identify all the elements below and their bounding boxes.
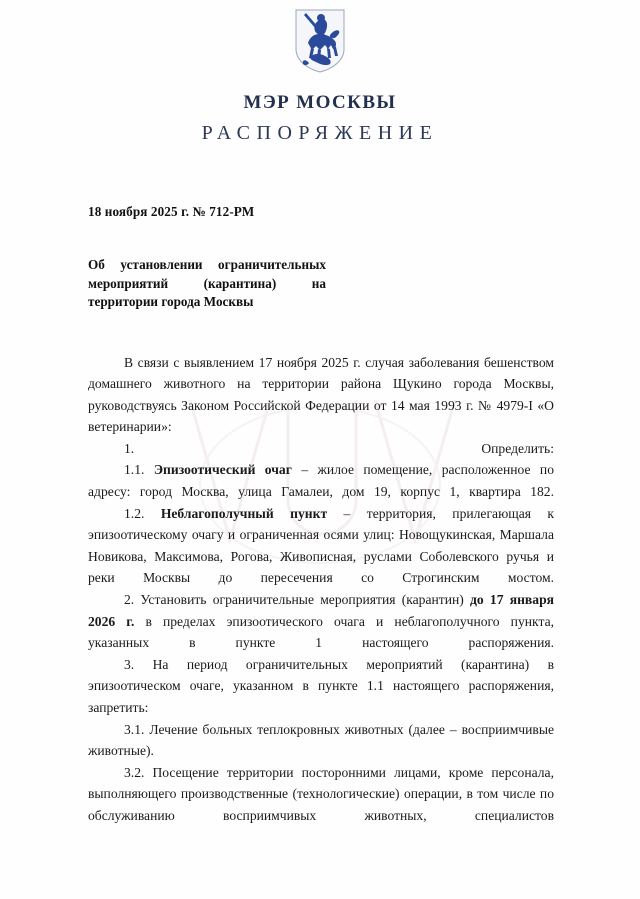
moscow-coat-of-arms-icon — [294, 9, 346, 73]
organization-title: МЭР МОСКВЫ — [243, 92, 397, 113]
paragraph-item-2 — [88, 589, 554, 654]
paragraph-item-1-1-run-1: Эпизоотический очаг — [153, 462, 292, 478]
paragraph-item-2-run-2: в пределах эпизоотического очага и неблагополучного пункта, указанных в пункте 1 настоящего распоряжения. — [88, 613, 554, 651]
paragraph-item-1-run-0: 1. Определить: — [124, 440, 554, 456]
paragraph-item-1-2 — [88, 503, 554, 589]
document-content — [88, 204, 554, 827]
paragraph-preamble — [88, 352, 554, 438]
paragraph-item-1-1 — [88, 459, 554, 502]
paragraph-item-1 — [88, 438, 554, 460]
paragraph-item-3-run-0: 3. На период ограничительных мероприятий (карантина) в эпизоотическом очаге, указанном в пункте 1.1 настоящего распоряжения, запретить: — [88, 656, 554, 715]
emblem-container — [0, 6, 640, 76]
document-subject: Об установлении ограничительных мероприятий (карантина) на территории города Москвы — [88, 257, 326, 309]
paragraph-preamble-run-0: В связи с выявлением 17 ноября 2025 г. случая заболевания бешенством домашнего животного на территории района Щукино города Москвы, руководствуясь Законом Российской Федерации от 14 мая 1993 г. № 4979-I «О ветеринарии»: — [88, 354, 554, 435]
paragraph-item-1-2-run-2: – территория, прилегающая к эпизоотическому очагу и ограниченная осями улиц: Новощукинская, Маршала Новикова, Максимова, Рогова, Живописная, руслами Соболевского ручья и реки Москвы до пересечения со Строгинским мостом. — [88, 505, 554, 586]
paragraph-item-3-1-run-0: 3.1. Лечение больных теплокровных животных (далее – восприимчивые животные). — [88, 721, 554, 759]
document-type-title: РАСПОРЯЖЕНИЕ — [201, 122, 439, 144]
paragraph-item-1-2-run-1: Неблагополучный пункт — [160, 505, 328, 521]
paragraph-list — [88, 352, 554, 827]
paragraph-item-2-run-1: до 17 января 2026 г. — [88, 592, 554, 629]
paragraph-item-1-2-run-0: 1.2. — [124, 505, 161, 521]
paragraph-item-1-1-run-2: – жилое помещение, расположенное по адресу: город Москва, улица Гамалеи, дом 19, корпус 1, квартира 182. — [88, 462, 555, 500]
paragraph-item-2-run-0: 2. Установить ограничительные мероприятия (карантин) — [124, 592, 471, 608]
document-number-line: 18 ноября 2025 г. № 712-РМ — [88, 204, 255, 219]
paragraph-item-3-2-run-0: 3.2. Посещение территории посторонними лицами, кроме персонала, выполняющего производственные (технологические) операции, в том числе по обслуживанию восприимчивых животных, специалистов — [88, 764, 554, 823]
paragraph-item-1-1-run-0: 1.1. — [124, 462, 154, 478]
paragraph-item-3 — [88, 654, 554, 719]
paragraph-item-3-1 — [88, 719, 554, 762]
paragraph-item-3-2 — [88, 762, 554, 827]
